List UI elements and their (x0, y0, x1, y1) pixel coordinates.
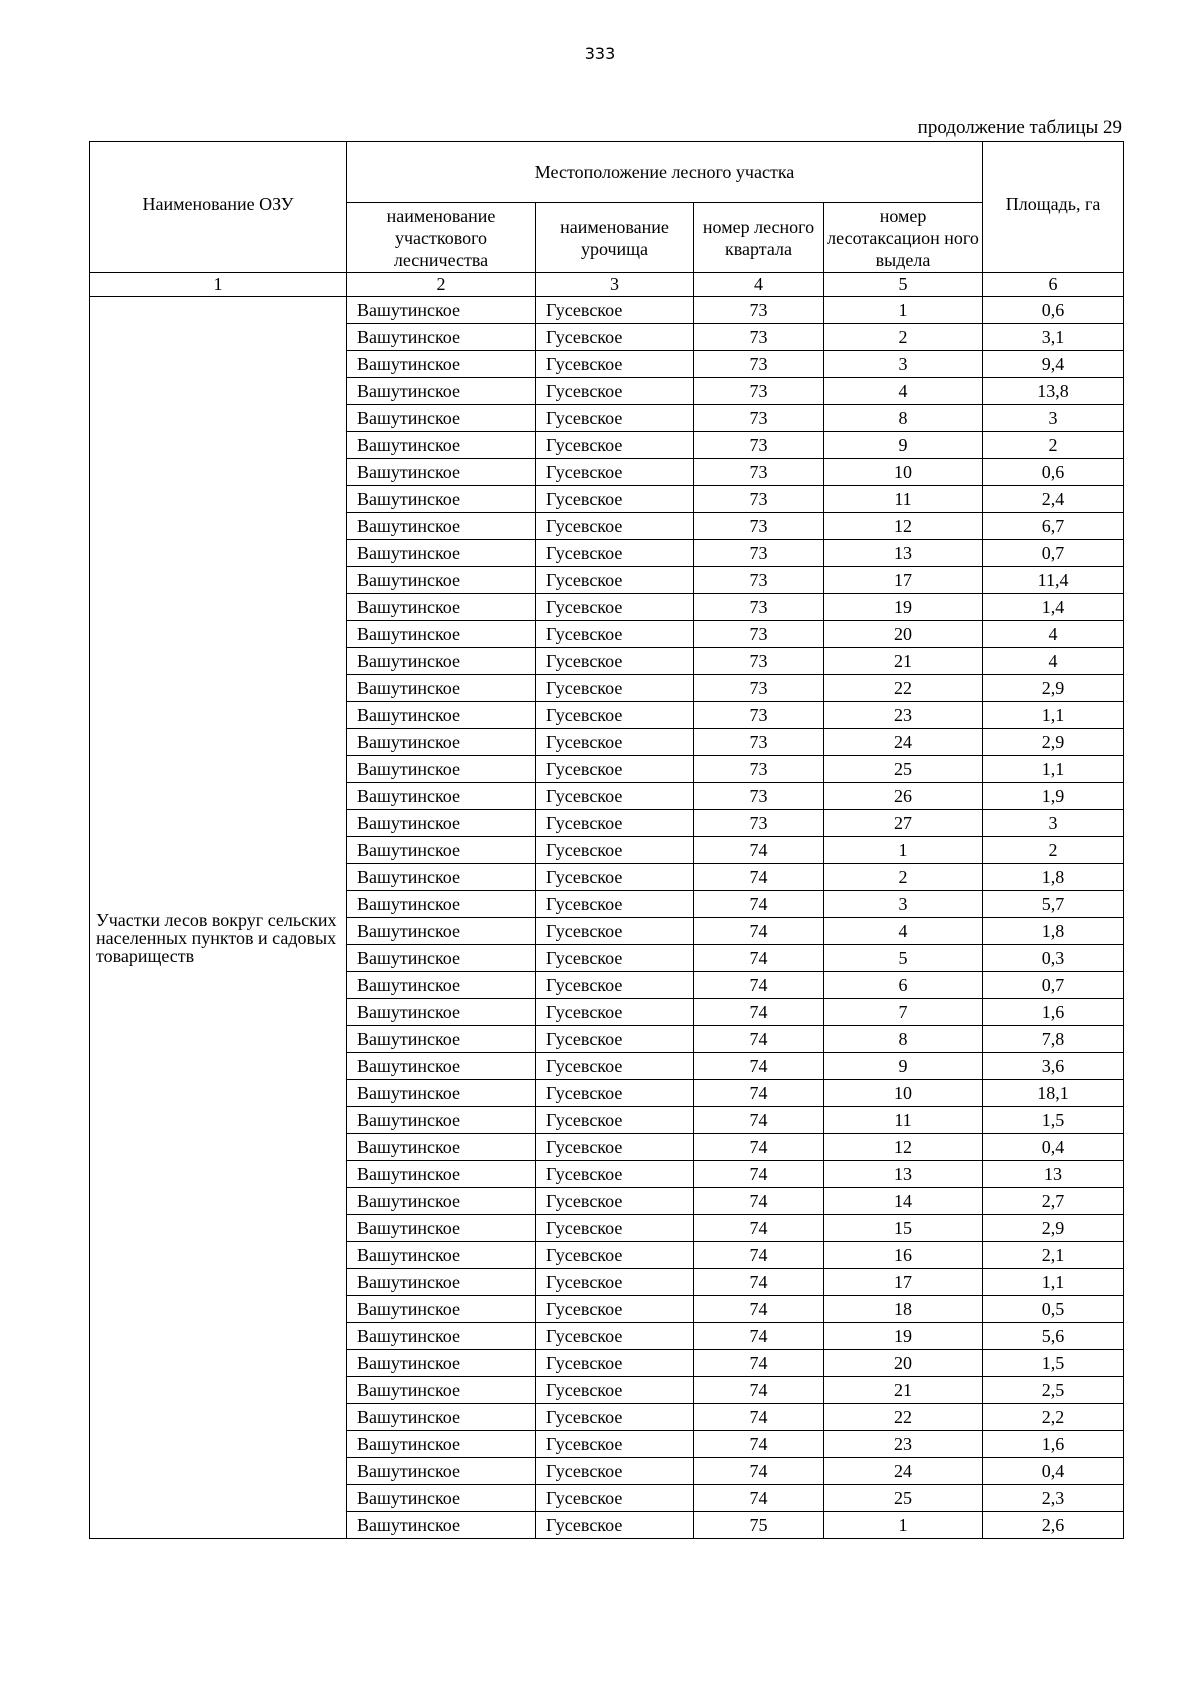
tract-cell: Гусевское (536, 1188, 694, 1215)
tract-cell: Гусевское (536, 918, 694, 945)
quarter-cell: 74 (694, 837, 824, 864)
forestry-cell: Вашутинское (347, 783, 536, 810)
forestry-cell: Вашутинское (347, 351, 536, 378)
allotment-cell: 4 (824, 378, 983, 405)
allotment-cell: 13 (824, 1161, 983, 1188)
allotment-cell: 8 (824, 405, 983, 432)
column-number: 4 (694, 273, 824, 297)
quarter-cell: 73 (694, 378, 824, 405)
quarter-cell: 74 (694, 1485, 824, 1512)
area-cell: 0,3 (983, 945, 1124, 972)
quarter-cell: 73 (694, 783, 824, 810)
quarter-cell: 74 (694, 1404, 824, 1431)
area-cell: 0,7 (983, 540, 1124, 567)
forestry-cell: Вашутинское (347, 1080, 536, 1107)
allotment-cell: 13 (824, 540, 983, 567)
allotment-cell: 24 (824, 729, 983, 756)
forestry-cell: Вашутинское (347, 1053, 536, 1080)
tract-cell: Гусевское (536, 1161, 694, 1188)
forestry-cell: Вашутинское (347, 1134, 536, 1161)
tract-cell: Гусевское (536, 1269, 694, 1296)
ozu-name-cell: Участки лесов вокруг сельских населенных пунктов и садовых товариществ (90, 297, 347, 1539)
tract-cell: Гусевское (536, 432, 694, 459)
tract-cell: Гусевское (536, 891, 694, 918)
forestry-cell: Вашутинское (347, 513, 536, 540)
page-number: 333 (584, 44, 616, 63)
area-cell: 1,1 (983, 756, 1124, 783)
allotment-cell: 23 (824, 702, 983, 729)
area-cell: 2,5 (983, 1377, 1124, 1404)
tract-cell: Гусевское (536, 1053, 694, 1080)
tract-cell: Гусевское (536, 945, 694, 972)
allotment-cell: 22 (824, 1404, 983, 1431)
forestry-cell: Вашутинское (347, 1161, 536, 1188)
area-cell: 2 (983, 837, 1124, 864)
allotment-cell: 21 (824, 1377, 983, 1404)
forestry-cell: Вашутинское (347, 648, 536, 675)
area-cell: 2,9 (983, 729, 1124, 756)
forestry-cell: Вашутинское (347, 1242, 536, 1269)
area-cell: 1,1 (983, 1269, 1124, 1296)
column-number: 3 (536, 273, 694, 297)
quarter-cell: 74 (694, 864, 824, 891)
tract-cell: Гусевское (536, 756, 694, 783)
quarter-cell: 73 (694, 486, 824, 513)
tract-cell: Гусевское (536, 675, 694, 702)
forestry-cell: Вашутинское (347, 891, 536, 918)
forestry-cell: Вашутинское (347, 1350, 536, 1377)
quarter-cell: 73 (694, 297, 824, 324)
forestry-cell: Вашутинское (347, 567, 536, 594)
tract-cell: Гусевское (536, 1377, 694, 1404)
area-cell: 1,6 (983, 999, 1124, 1026)
allotment-cell: 19 (824, 594, 983, 621)
tract-cell: Гусевское (536, 1431, 694, 1458)
area-cell: 3 (983, 405, 1124, 432)
tract-cell: Гусевское (536, 702, 694, 729)
quarter-cell: 74 (694, 1323, 824, 1350)
header-forestry: наименование участкового лесничества (347, 203, 536, 273)
forestry-cell: Вашутинское (347, 1269, 536, 1296)
tract-cell: Гусевское (536, 567, 694, 594)
tract-cell: Гусевское (536, 1134, 694, 1161)
allotment-cell: 10 (824, 1080, 983, 1107)
forestry-cell: Вашутинское (347, 837, 536, 864)
quarter-cell: 73 (694, 567, 824, 594)
allotment-cell: 26 (824, 783, 983, 810)
allotment-cell: 7 (824, 999, 983, 1026)
allotment-cell: 20 (824, 621, 983, 648)
quarter-cell: 74 (694, 1188, 824, 1215)
area-cell: 2,4 (983, 486, 1124, 513)
tract-cell: Гусевское (536, 513, 694, 540)
quarter-cell: 73 (694, 756, 824, 783)
forestry-cell: Вашутинское (347, 540, 536, 567)
area-cell: 3,6 (983, 1053, 1124, 1080)
quarter-cell: 75 (694, 1512, 824, 1539)
area-cell: 2,3 (983, 1485, 1124, 1512)
quarter-cell: 73 (694, 594, 824, 621)
allotment-cell: 1 (824, 1512, 983, 1539)
forestry-cell: Вашутинское (347, 1215, 536, 1242)
forestry-cell: Вашутинское (347, 1026, 536, 1053)
quarter-cell: 73 (694, 648, 824, 675)
quarter-cell: 74 (694, 1350, 824, 1377)
quarter-cell: 73 (694, 459, 824, 486)
tract-cell: Гусевское (536, 1512, 694, 1539)
forestry-cell: Вашутинское (347, 864, 536, 891)
quarter-cell: 74 (694, 1242, 824, 1269)
tract-cell: Гусевское (536, 810, 694, 837)
allotment-cell: 16 (824, 1242, 983, 1269)
forest-plots-table (89, 141, 1124, 1539)
tract-cell: Гусевское (536, 1026, 694, 1053)
tract-cell: Гусевское (536, 1350, 694, 1377)
allotment-cell: 1 (824, 297, 983, 324)
allotment-cell: 17 (824, 1269, 983, 1296)
tract-cell: Гусевское (536, 1242, 694, 1269)
allotment-cell: 8 (824, 1026, 983, 1053)
quarter-cell: 73 (694, 405, 824, 432)
header-ozu-name: Наименование ОЗУ (90, 142, 347, 273)
forestry-cell: Вашутинское (347, 486, 536, 513)
allotment-cell: 1 (824, 837, 983, 864)
forestry-cell: Вашутинское (347, 405, 536, 432)
forestry-cell: Вашутинское (347, 756, 536, 783)
area-cell: 1,5 (983, 1107, 1124, 1134)
tract-cell: Гусевское (536, 783, 694, 810)
area-cell: 0,4 (983, 1458, 1124, 1485)
area-cell: 1,8 (983, 918, 1124, 945)
quarter-cell: 74 (694, 1215, 824, 1242)
forestry-cell: Вашутинское (347, 675, 536, 702)
quarter-cell: 73 (694, 324, 824, 351)
forestry-cell: Вашутинское (347, 918, 536, 945)
column-number: 2 (347, 273, 536, 297)
quarter-cell: 74 (694, 1053, 824, 1080)
forestry-cell: Вашутинское (347, 621, 536, 648)
forestry-cell: Вашутинское (347, 945, 536, 972)
tract-cell: Гусевское (536, 1458, 694, 1485)
area-cell: 5,7 (983, 891, 1124, 918)
tract-cell: Гусевское (536, 999, 694, 1026)
area-cell: 1,4 (983, 594, 1124, 621)
quarter-cell: 74 (694, 1080, 824, 1107)
tract-cell: Гусевское (536, 1296, 694, 1323)
forestry-cell: Вашутинское (347, 1512, 536, 1539)
allotment-cell: 3 (824, 891, 983, 918)
area-cell: 2,6 (983, 1512, 1124, 1539)
area-cell: 1,9 (983, 783, 1124, 810)
area-cell: 7,8 (983, 1026, 1124, 1053)
allotment-cell: 3 (824, 351, 983, 378)
column-number: 1 (90, 273, 347, 297)
area-cell: 2,2 (983, 1404, 1124, 1431)
quarter-cell: 73 (694, 729, 824, 756)
allotment-cell: 4 (824, 918, 983, 945)
allotment-cell: 15 (824, 1215, 983, 1242)
area-cell: 18,1 (983, 1080, 1124, 1107)
allotment-cell: 9 (824, 432, 983, 459)
allotment-cell: 19 (824, 1323, 983, 1350)
allotment-cell: 5 (824, 945, 983, 972)
quarter-cell: 74 (694, 1107, 824, 1134)
quarter-cell: 74 (694, 999, 824, 1026)
header-location-group: Местоположение лесного участка (347, 142, 983, 203)
tract-cell: Гусевское (536, 621, 694, 648)
allotment-cell: 12 (824, 513, 983, 540)
forestry-cell: Вашутинское (347, 972, 536, 999)
area-cell: 1,6 (983, 1431, 1124, 1458)
area-cell: 1,5 (983, 1350, 1124, 1377)
quarter-cell: 74 (694, 1161, 824, 1188)
forestry-cell: Вашутинское (347, 324, 536, 351)
allotment-cell: 9 (824, 1053, 983, 1080)
tract-cell: Гусевское (536, 1107, 694, 1134)
tract-cell: Гусевское (536, 378, 694, 405)
tract-cell: Гусевское (536, 540, 694, 567)
tract-cell: Гусевское (536, 1404, 694, 1431)
area-cell: 9,4 (983, 351, 1124, 378)
allotment-cell: 6 (824, 972, 983, 999)
quarter-cell: 73 (694, 540, 824, 567)
area-cell: 1,1 (983, 702, 1124, 729)
tract-cell: Гусевское (536, 459, 694, 486)
tract-cell: Гусевское (536, 324, 694, 351)
allotment-cell: 18 (824, 1296, 983, 1323)
tract-cell: Гусевское (536, 729, 694, 756)
area-cell: 2,7 (983, 1188, 1124, 1215)
forestry-cell: Вашутинское (347, 999, 536, 1026)
area-cell: 6,7 (983, 513, 1124, 540)
forestry-cell: Вашутинское (347, 1323, 536, 1350)
allotment-cell: 23 (824, 1431, 983, 1458)
forestry-cell: Вашутинское (347, 378, 536, 405)
quarter-cell: 74 (694, 1026, 824, 1053)
area-cell: 0,6 (983, 297, 1124, 324)
forestry-cell: Вашутинское (347, 810, 536, 837)
allotment-cell: 27 (824, 810, 983, 837)
tract-cell: Гусевское (536, 972, 694, 999)
table-row (90, 297, 1124, 324)
forestry-cell: Вашутинское (347, 1107, 536, 1134)
header-allotment: номер лесотаксацион ного выдела (824, 203, 983, 273)
forestry-cell: Вашутинское (347, 1485, 536, 1512)
forestry-cell: Вашутинское (347, 459, 536, 486)
tract-cell: Гусевское (536, 351, 694, 378)
column-number: 6 (983, 273, 1124, 297)
area-cell: 2 (983, 432, 1124, 459)
area-cell: 0,6 (983, 459, 1124, 486)
quarter-cell: 74 (694, 1458, 824, 1485)
allotment-cell: 10 (824, 459, 983, 486)
tract-cell: Гусевское (536, 594, 694, 621)
area-cell: 0,5 (983, 1296, 1124, 1323)
forestry-cell: Вашутинское (347, 1458, 536, 1485)
allotment-cell: 24 (824, 1458, 983, 1485)
area-cell: 2,9 (983, 1215, 1124, 1242)
quarter-cell: 74 (694, 1431, 824, 1458)
area-cell: 3,1 (983, 324, 1124, 351)
tract-cell: Гусевское (536, 1215, 694, 1242)
allotment-cell: 11 (824, 486, 983, 513)
forestry-cell: Вашутинское (347, 1431, 536, 1458)
quarter-cell: 73 (694, 621, 824, 648)
quarter-cell: 73 (694, 432, 824, 459)
tract-cell: Гусевское (536, 1323, 694, 1350)
forestry-cell: Вашутинское (347, 1404, 536, 1431)
area-cell: 5,6 (983, 1323, 1124, 1350)
allotment-cell: 22 (824, 675, 983, 702)
area-cell: 1,8 (983, 864, 1124, 891)
tract-cell: Гусевское (536, 864, 694, 891)
allotment-cell: 21 (824, 648, 983, 675)
area-cell: 2,1 (983, 1242, 1124, 1269)
quarter-cell: 74 (694, 972, 824, 999)
quarter-cell: 74 (694, 891, 824, 918)
forestry-cell: Вашутинское (347, 1296, 536, 1323)
quarter-cell: 73 (694, 351, 824, 378)
tract-cell: Гусевское (536, 1080, 694, 1107)
quarter-cell: 74 (694, 1377, 824, 1404)
column-number: 5 (824, 273, 983, 297)
allotment-cell: 2 (824, 864, 983, 891)
quarter-cell: 74 (694, 1296, 824, 1323)
tract-cell: Гусевское (536, 648, 694, 675)
tract-cell: Гусевское (536, 1485, 694, 1512)
forestry-cell: Вашутинское (347, 297, 536, 324)
area-cell: 4 (983, 621, 1124, 648)
forestry-cell: Вашутинское (347, 594, 536, 621)
header-area: Площадь, га (983, 142, 1124, 273)
header-quarter: номер лесного квартала (694, 203, 824, 273)
area-cell: 13,8 (983, 378, 1124, 405)
area-cell: 11,4 (983, 567, 1124, 594)
header-tract: наименование урочища (536, 203, 694, 273)
quarter-cell: 73 (694, 675, 824, 702)
quarter-cell: 74 (694, 945, 824, 972)
quarter-cell: 73 (694, 513, 824, 540)
allotment-cell: 25 (824, 756, 983, 783)
quarter-cell: 74 (694, 918, 824, 945)
allotment-cell: 12 (824, 1134, 983, 1161)
allotment-cell: 20 (824, 1350, 983, 1377)
area-cell: 3 (983, 810, 1124, 837)
tract-cell: Гусевское (536, 837, 694, 864)
quarter-cell: 74 (694, 1134, 824, 1161)
forestry-cell: Вашутинское (347, 729, 536, 756)
tract-cell: Гусевское (536, 297, 694, 324)
forestry-cell: Вашутинское (347, 432, 536, 459)
area-cell: 0,4 (983, 1134, 1124, 1161)
allotment-cell: 2 (824, 324, 983, 351)
forestry-cell: Вашутинское (347, 1377, 536, 1404)
quarter-cell: 73 (694, 702, 824, 729)
allotment-cell: 14 (824, 1188, 983, 1215)
table-caption: продолжение таблицы 29 (917, 117, 1122, 138)
quarter-cell: 74 (694, 1269, 824, 1296)
area-cell: 13 (983, 1161, 1124, 1188)
forestry-cell: Вашутинское (347, 702, 536, 729)
area-cell: 2,9 (983, 675, 1124, 702)
tract-cell: Гусевское (536, 486, 694, 513)
allotment-cell: 17 (824, 567, 983, 594)
area-cell: 4 (983, 648, 1124, 675)
allotment-cell: 25 (824, 1485, 983, 1512)
quarter-cell: 73 (694, 810, 824, 837)
allotment-cell: 11 (824, 1107, 983, 1134)
area-cell: 0,7 (983, 972, 1124, 999)
forestry-cell: Вашутинское (347, 1188, 536, 1215)
tract-cell: Гусевское (536, 405, 694, 432)
